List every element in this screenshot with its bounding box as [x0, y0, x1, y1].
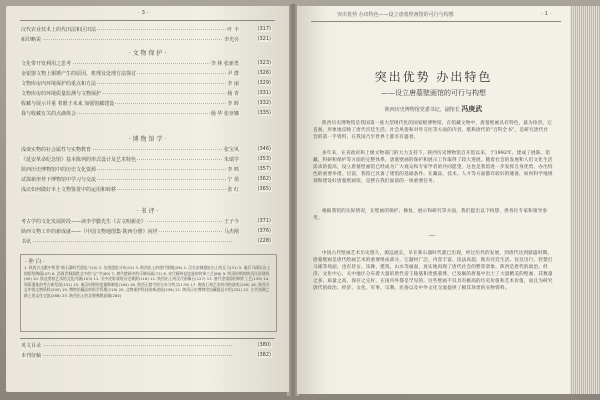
article-subtitle: ——设立唐墓壁画馆的可行与构想: [381, 89, 486, 97]
toc-entry: 文物库房内环境保护的重点和方法 李 丽 (329): [21, 80, 271, 87]
section-heading-review: · 书 评 ·: [136, 208, 159, 215]
article-paragraph: 陕西历史博物馆是我国第一座大型现代化的国家级博物馆，在馆藏文物中，唐墓壁画具有特色，最为珍贵，它直观、形象地反映了唐代宫廷生活、社会风俗和对外交往等方面的内容，堪称唐代的“百科全书”，是研究唐代社会的第一手资料，在我国乃至世界上都享有盛誉。: [313, 121, 553, 140]
toc-entry: 陕西历史博物馆中的历史文化资源 李 鸣 (357): [21, 166, 271, 173]
toc-entry: 文物库房的环境质量监测与文物保护 杨 青 (331): [21, 90, 271, 97]
toc-entry: 陕西文物工作的新成就——《中国文物地图集·陕西分册》问世 马杰刚 (376): [21, 228, 271, 235]
left-page-toc: [6, 6, 289, 392]
errata-box: [20, 254, 277, 332]
toc-entry: 我与收藏有关的点滴体会 杨 华 张亚娜 (335): [21, 110, 271, 117]
author-affiliation: 陕西历史博物馆党委书记、副馆长: [384, 107, 460, 113]
article-paragraph: 多年来，在省政府和上级文物部门的大力支持下，陕西历史博物馆自开馆以来，于1992年、建成了展陈、馆藏、科研和保护等方面的完整体系，唐墓壁画的保护和展示工作取得了较大进展。随着社会的发展和人们文化生活需求的提高，设立唐墓壁画馆已经成为广大观众和专家学者的共同愿望，这也是我馆进一步发挥自身优势、办出特色的重要举措。目前，我馆已具备了建馆的基础条件，在藏品、技术、人才等方面都有较好的储备，如何科学地规划和建设好唐墓壁画馆，是摆在我们面前的一项重要任务。: [313, 151, 553, 184]
left-page-number: · 3 ·: [138, 10, 149, 16]
toc-entry: 浅谈实物的社会属性与实物教育 张宝风 (346): [21, 146, 271, 153]
toc-entry: 浅议如何做好本土文物鉴赏中的运用和转移 张 红 (365): [21, 186, 271, 193]
article-paragraph: 根据我馆的实际情况，在壁画的保护、修复、展示和研究等方面，我们提出以下构想，供各位专家和领导参考。: [313, 209, 548, 221]
section-heading-errata: · 补 白 ·: [25, 259, 45, 265]
right-page-number: · 1 ·: [541, 11, 552, 17]
toc-entry: 金银器文物上铜锈产生的原因、机理及处理方法探讨 尹 群 (326): [21, 70, 271, 77]
section-heading-heritage: · 文 物 保 护 ·: [128, 50, 167, 57]
toc-entry: 英文目录 (380): [21, 342, 271, 349]
toc-end-rule: [20, 338, 275, 339]
toc-entry: 拓印略说 李光亮 (321): [21, 36, 271, 43]
author-name: 冯庚武: [461, 104, 483, 113]
article-title: 突出优势 办出特色: [374, 70, 493, 84]
toc-entry: 书讯 (228): [21, 238, 271, 245]
right-page-article: [297, 6, 570, 394]
toc-entry: 文化带开发利用之思考 李 林 张新勇 (323): [21, 60, 271, 67]
article-byline: [297, 104, 570, 114]
page-edges: [570, 6, 600, 394]
running-header: 突出优势 办出特色——设立唐墓壁画馆的可行与构想: [337, 12, 454, 18]
article-paragraph: 中国古代壁画艺术历史悠久，源远流长，早在新石器时代就已出现，经过历代的发展，到唐代达到鼎盛时期。唐墓壁画是唐代绘画艺术的重要组成部分，它题材广泛、内容丰富、技法高超，既有宫廷生活、仪仗出行、狩猎打马球等场面，也有侍女、乐舞、建筑、山水等画面，真实地再现了唐代社会的繁荣景象。陕西是唐代的政治、经济、文化中心，关中地区分布着大量的唐代帝王陵墓和贵族墓葬，已发掘的唐墓中出土了大量精美的壁画，其数量之多、质量之高、保存之完好，在国内外都是罕见的。这些壁画不仅具有极高的历史价值和艺术价值，而且为研究唐代的政治、经济、文化、军事、宗教、民俗以及中外文化交流提供了极其珍贵的实物资料。: [313, 251, 553, 291]
errata-notes: 1. 陕西古文献中所见“新石器时代遗址”(10) 2. 各类遗址分布(15) 3. 陕西出土的唐代铜镜(26) 4. 汉长安城遗址出土的瓦当(31) 5. 秦兵马俑坑出土的彩绘陶俑(47) 6. 西周青铜器铭文中的“宝”字(60) 7. 唐代壁画中的乐舞场面(72) 8. 宋代耀州窑瓷器的装饰工艺(88) 9. 明清时期的陕西民居建筑(95) 10. 陕北剪纸艺术的文化内涵(103) 11. 关中皮影戏的历史渊源(118) 12. 陕西出土的汉代画像石(127) 13. 唐代金银器的制作工艺(139) 14. 周原遗址的考古新发现(151) 15. 秦汉时期的度量衡制度(164) 16. 陕西石窟寺的分布与特点(178) 17. 唐陵石刻艺术的风格演变(190) 18. 陕西方志中的文物资料(205) 19. 博物馆藏品的科学管理(219) 20. 文物保护科技的新进展(236) 21. 陕西历史博物馆馆藏精品介绍(252) 22. 古代丝绸之路上的文化交流(268) 23. 陕西出土的北朝佛教造像(284): [24, 265, 271, 298]
toc-entry: 汉代农业技术上的代田法和区田法 叶 丰 (317): [21, 26, 271, 33]
header-rule: [20, 20, 275, 21]
toc-entry: 本刊征稿 (382): [21, 352, 271, 359]
toc-entry: 《延安革命纪念馆》基本陈列的形式设计及艺术特色 朱瑞学 (353): [21, 156, 271, 163]
section-separator: —: [429, 232, 435, 239]
toc-entry: 收藏与展示并重 着眼于未来 加强馆藏建设 李 晖 (332): [21, 100, 271, 107]
header-rule: [311, 21, 561, 22]
toc-entry: 考古学的文化发展阶段——读李学勤先生《古文明新论》 王子今 (371): [21, 218, 271, 225]
toc-entry: 试探新形势下博物馆中学习与交流 宁 倩 (362): [21, 176, 271, 183]
section-heading-museum: · 博 物 馆 学 ·: [128, 136, 167, 143]
